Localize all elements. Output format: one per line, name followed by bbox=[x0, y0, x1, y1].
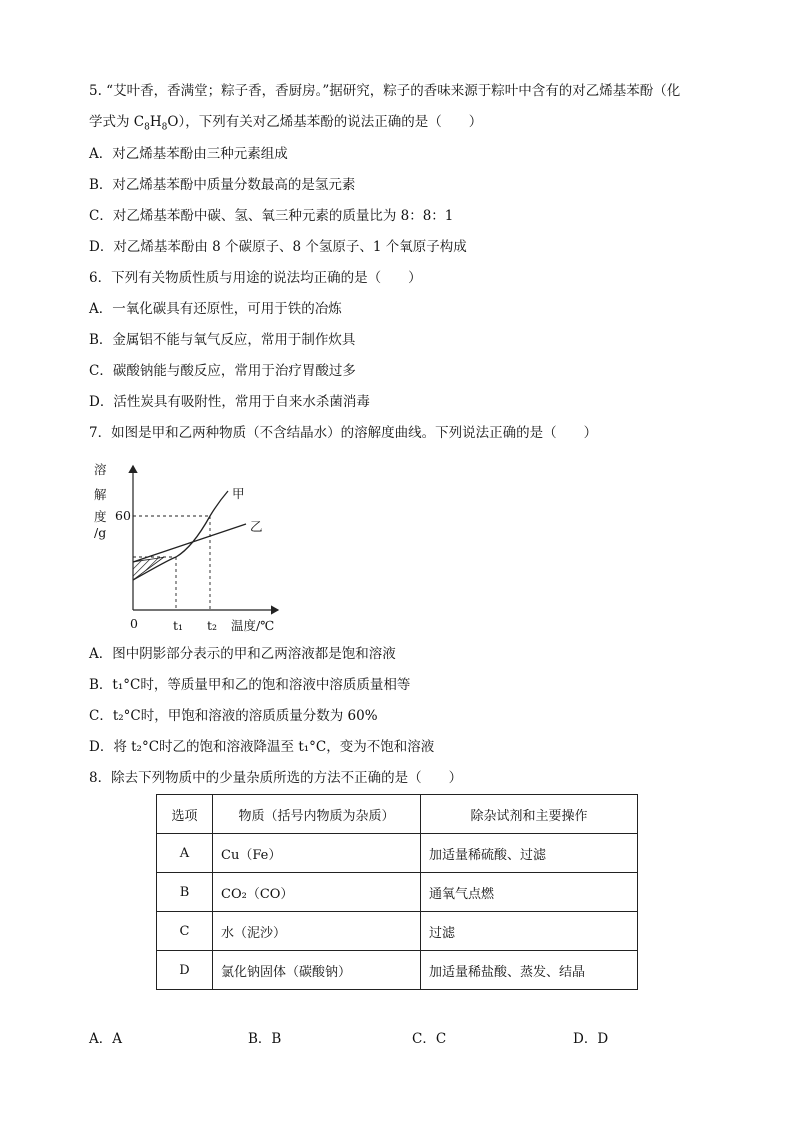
q7-option-d[interactable]: D．将 t₂°C时乙的饱和溶液降温至 t₁°C，变为不饱和溶液 bbox=[89, 739, 435, 755]
table-header-cell: 除杂试剂和主要操作 bbox=[421, 795, 638, 834]
q5-stem-post: O），下列有关对乙烯基苯酚的说法正确的是（ ） bbox=[167, 114, 483, 130]
y-label-char-3: 度 bbox=[94, 509, 107, 524]
q7-option-a[interactable]: A．图中阴影部分表示的甲和乙两溶液都是饱和溶液 bbox=[89, 646, 396, 662]
q8-answer-a[interactable]: A．A bbox=[89, 1031, 122, 1047]
q5-formula-h: H bbox=[149, 114, 162, 130]
series-label-yi: 乙 bbox=[250, 519, 263, 534]
q5-stem-line1: 5. “艾叶香，香满堂；粽子香，香厨房。”据研究，粽子的香味来源于粽叶中含有的对乙烯基苯酚（化 bbox=[89, 83, 681, 99]
table-cell-substance: 水（泥沙） bbox=[213, 912, 421, 951]
q5-option-c[interactable]: C．对乙烯基苯酚中碳、氢、氧三种元素的质量比为 8：8：1 bbox=[89, 208, 454, 224]
table-cell-option: C bbox=[157, 912, 213, 951]
origin-label: 0 bbox=[130, 616, 138, 631]
x-axis-label: 温度/℃ bbox=[231, 618, 275, 633]
q6-option-b[interactable]: B．金属铝不能与氧气反应，常用于制作炊具 bbox=[89, 332, 356, 348]
q5-option-a[interactable]: A．对乙烯基苯酚由三种元素组成 bbox=[89, 146, 288, 162]
x-tick-t1: t₁ bbox=[173, 618, 184, 633]
table-header-cell: 物质（括号内物质为杂质） bbox=[213, 795, 421, 834]
table-row bbox=[157, 873, 638, 912]
q6-option-a[interactable]: A．一氧化碳具有还原性，可用于铁的冶炼 bbox=[89, 301, 342, 317]
solubility-chart bbox=[88, 458, 288, 642]
table-cell-option: D bbox=[157, 951, 213, 990]
table-cell-option: B bbox=[157, 873, 213, 912]
q7-option-b[interactable]: B．t₁°C时，等质量甲和乙的饱和溶液中溶质质量相等 bbox=[89, 677, 411, 693]
table-cell-substance: Cu（Fe） bbox=[213, 834, 421, 873]
table-cell-method: 加适量稀盐酸、蒸发、结晶 bbox=[421, 951, 638, 990]
y-label-char-1: 溶 bbox=[94, 462, 107, 477]
q5-stem-pre: 学式为 C bbox=[89, 114, 145, 130]
q8-answer-b[interactable]: B．B bbox=[248, 1031, 282, 1047]
y-label-char-4: /g bbox=[94, 525, 107, 540]
q8-stem: 8．除去下列物质中的少量杂质所选的方法不正确的是（ ） bbox=[89, 770, 463, 786]
y-label-char-2: 解 bbox=[94, 487, 107, 502]
solubility-chart-svg bbox=[88, 458, 288, 638]
q5-stem-line2 bbox=[89, 113, 482, 137]
q5-option-d[interactable]: D．对乙烯基苯酚由 8 个碳原子、8 个氢原子、1 个氧原子构成 bbox=[89, 239, 467, 255]
table-cell-method: 加适量稀硫酸、过滤 bbox=[421, 834, 638, 873]
q7-stem: 7．如图是甲和乙两种物质（不含结晶水）的溶解度曲线。下列说法正确的是（ ） bbox=[89, 425, 598, 441]
q8-table bbox=[156, 794, 638, 990]
series-label-jia: 甲 bbox=[232, 486, 245, 501]
table-row bbox=[157, 834, 638, 873]
table-cell-substance: 氯化钠固体（碳酸钠） bbox=[213, 951, 421, 990]
table-cell-option: A bbox=[157, 834, 213, 873]
q6-option-d[interactable]: D．活性炭具有吸附性，常用于自来水杀菌消毒 bbox=[89, 394, 370, 410]
q7-option-c[interactable]: C．t₂°C时，甲饱和溶液的溶质质量分数为 60% bbox=[89, 708, 378, 724]
y-tick-60: 60 bbox=[115, 508, 131, 523]
table-cell-substance: CO₂（CO） bbox=[213, 873, 421, 912]
q6-option-c[interactable]: C．碳酸钠能与酸反应，常用于治疗胃酸过多 bbox=[89, 363, 356, 379]
q8-answer-c[interactable]: C．C bbox=[412, 1031, 447, 1047]
q5-option-b[interactable]: B．对乙烯基苯酚中质量分数最高的是氢元素 bbox=[89, 177, 356, 193]
q8-answer-d[interactable]: D．D bbox=[573, 1031, 609, 1047]
table-row bbox=[157, 951, 638, 990]
q6-stem: 6．下列有关物质性质与用途的说法均正确的是（ ） bbox=[89, 270, 422, 286]
table-header-row bbox=[157, 795, 638, 834]
series-yi bbox=[133, 524, 246, 562]
table-cell-method: 过滤 bbox=[421, 912, 638, 951]
q5-formula-sub-c: 8 bbox=[144, 122, 150, 133]
q5-formula-sub-h: 8 bbox=[161, 122, 168, 133]
table-cell-method: 通氧气点燃 bbox=[421, 873, 638, 912]
x-tick-t2: t₂ bbox=[207, 618, 218, 633]
table-header-cell: 选项 bbox=[157, 795, 213, 834]
table-row bbox=[157, 912, 638, 951]
